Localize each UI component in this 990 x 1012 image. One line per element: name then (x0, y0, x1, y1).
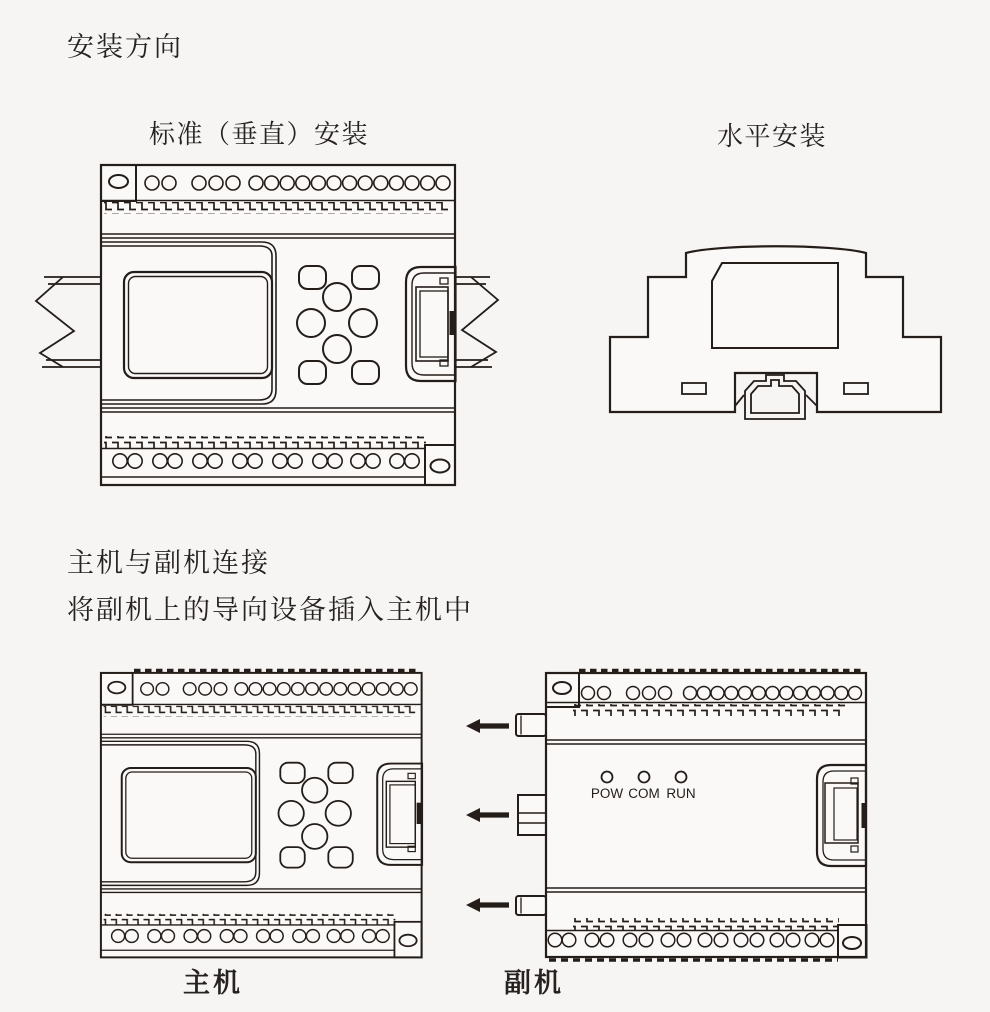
zigzag-break (36, 277, 74, 367)
main-unit-label: 主机 (183, 968, 243, 998)
device-profile-outline (610, 246, 941, 412)
figure-secondary-unit (466, 671, 867, 961)
left-arrow-icon (466, 719, 509, 733)
connect-instruction: 将副机上的导向设备插入主机中 (67, 595, 473, 625)
secondary-unit-label: 副机 (504, 968, 564, 998)
figure-vertical-install (36, 165, 498, 485)
left-arrow-icon (466, 808, 509, 822)
connect-section-heading: 主机与副机连接 (67, 548, 270, 578)
din-rail-right (455, 277, 498, 367)
installation-diagram: POW COM RUN (0, 0, 990, 1012)
plc-ext-view (546, 673, 867, 958)
page-title: 安装方向 (67, 32, 183, 62)
guide-tabs (516, 714, 546, 915)
plc-front-view (101, 673, 422, 957)
insert-direction-arrows (466, 719, 509, 912)
figure-horizontal-install (610, 246, 941, 419)
din-rail-left (36, 277, 100, 367)
caption-horizontal-install: 水平安装 (717, 121, 828, 151)
zigzag-break (462, 277, 498, 367)
din-rail-clip (735, 375, 817, 419)
figure-main-unit (101, 671, 422, 958)
plc-front-view (101, 165, 456, 485)
left-arrow-icon (466, 898, 509, 912)
guide-connector-block (518, 795, 546, 835)
caption-vertical-install: 标准（垂直）安装 (149, 119, 370, 149)
